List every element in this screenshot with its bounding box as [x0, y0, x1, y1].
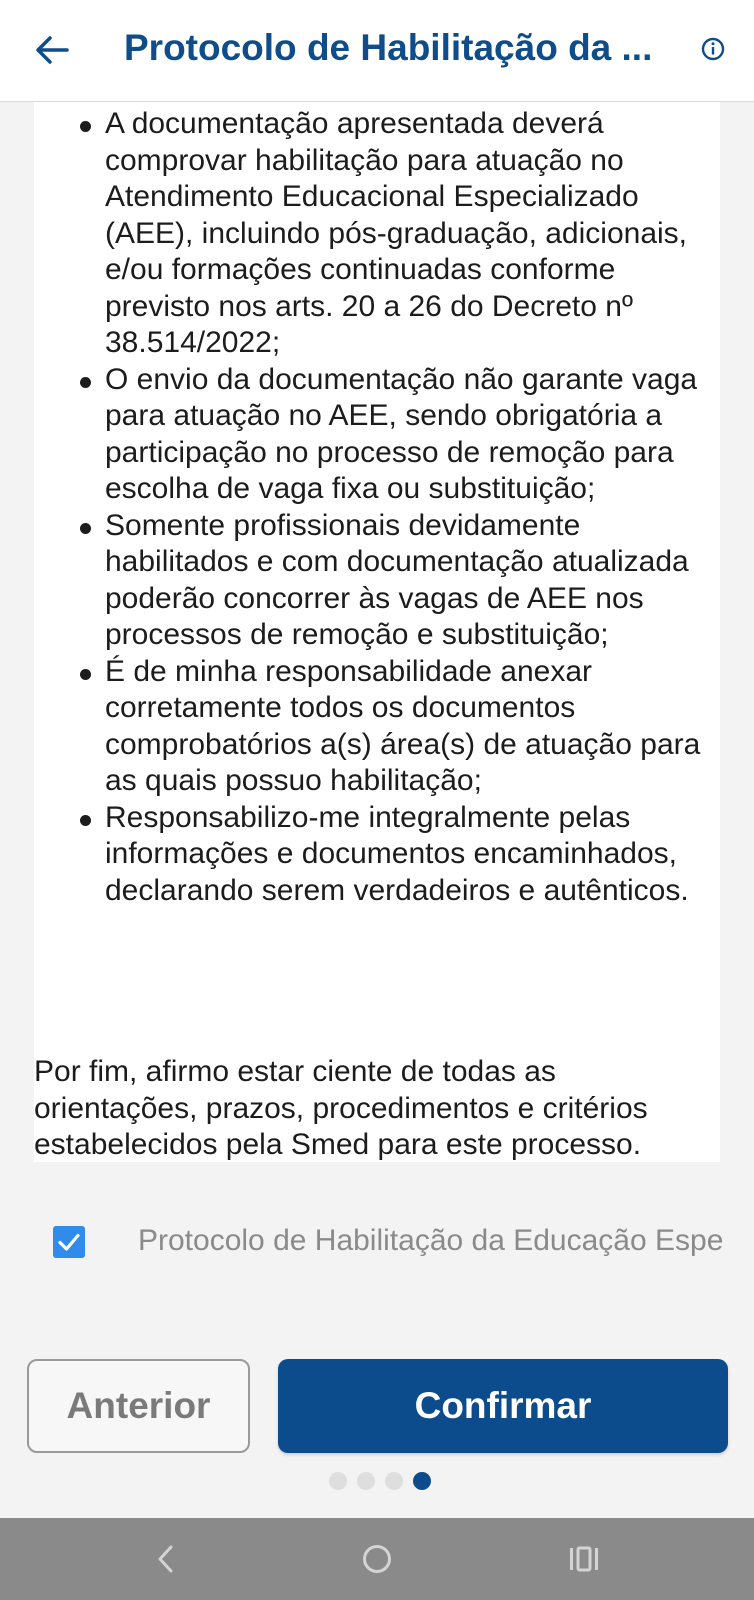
checkmark-icon — [56, 1229, 82, 1255]
circle-home-icon — [361, 1543, 393, 1575]
bullet-icon — [80, 121, 91, 132]
list-item: Somente profissionais devidamente habilitados e com documentação atualizada poderão concorrer às vagas de AEE nos processos de remoção e substituição; — [34, 508, 720, 654]
confirm-button[interactable]: Confirmar — [278, 1359, 728, 1453]
agreement-checkbox[interactable] — [53, 1226, 85, 1258]
system-nav-bar — [0, 1518, 754, 1600]
list-item: O envio da documentação não garante vaga para atuação no AEE, sendo obrigatória a participação no processo de remoção para escolha de vaga fixa ou substituição; — [34, 362, 720, 508]
closing-paragraph: Por fim, afirmo estar ciente de todas as orientações, prazos, procedimentos e critérios estabelecidos pela Smed para este processo. — [34, 1055, 648, 1161]
chevron-left-icon — [154, 1544, 178, 1574]
arrow-left-icon — [35, 35, 69, 65]
page-title: Protocolo de Habilitação da ... — [124, 27, 653, 68]
terms-content — [34, 102, 720, 1162]
back-button[interactable] — [28, 26, 76, 74]
info-button[interactable] — [696, 32, 730, 66]
previous-button[interactable]: Anterior — [27, 1359, 250, 1453]
terms-list — [34, 106, 720, 909]
bullet-icon — [80, 815, 91, 826]
page-dot — [385, 1472, 403, 1490]
bullet-icon — [80, 377, 91, 388]
agreement-row — [0, 1216, 754, 1270]
list-item: A documentação apresentada deverá comprovar habilitação para atuação no Atendimento Educacional Especializado (AEE), incluindo pós-graduação, adicionais, e/ou formações continuadas conforme previsto nos arts. 20 a 26 do Decreto nº 38.514/2022; — [34, 106, 720, 362]
page-dot — [329, 1472, 347, 1490]
page-dot — [357, 1472, 375, 1490]
page-dot-active — [413, 1472, 431, 1490]
app-bar — [0, 0, 754, 102]
system-recents-button[interactable] — [562, 1537, 606, 1581]
info-icon — [701, 37, 725, 61]
recents-icon — [568, 1545, 600, 1573]
footer — [0, 1333, 754, 1518]
bullet-icon — [80, 523, 91, 534]
system-home-button[interactable] — [355, 1537, 399, 1581]
list-item: Responsabilizo-me integralmente pelas informações e documentos encaminhados, declarando serem verdadeiros e autênticos. — [34, 800, 720, 910]
bullet-icon — [80, 669, 91, 680]
system-back-button[interactable] — [144, 1537, 188, 1581]
page-indicator — [329, 1471, 431, 1491]
list-item: É de minha responsabilidade anexar corretamente todos os documentos comprobatórios a(s) área(s) de atuação para as quais possuo habilitação; — [34, 654, 720, 800]
agreement-label[interactable]: Protocolo de Habilitação da Educação Espe — [138, 1224, 724, 1257]
